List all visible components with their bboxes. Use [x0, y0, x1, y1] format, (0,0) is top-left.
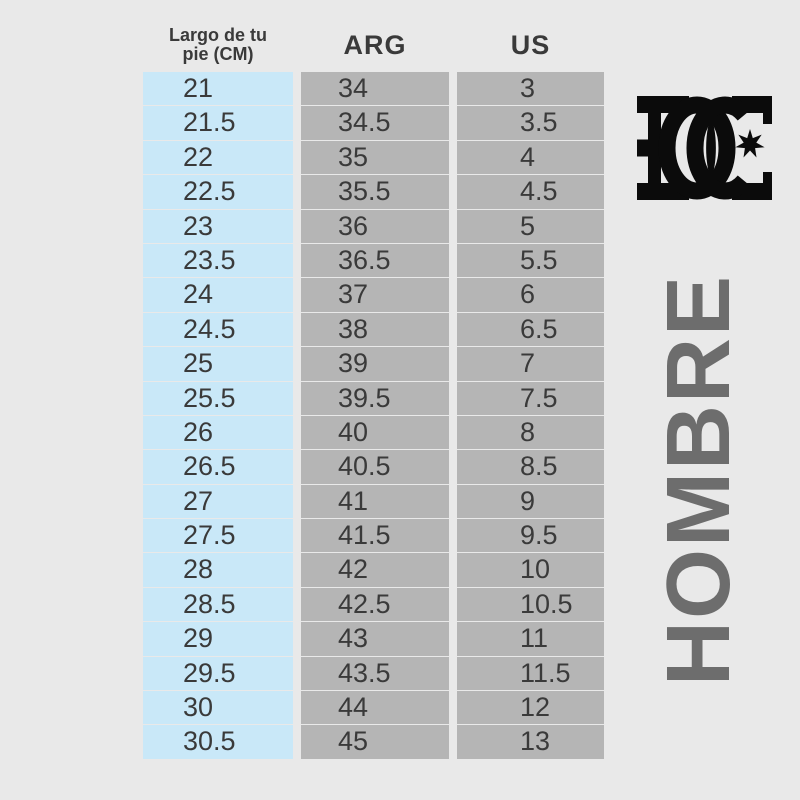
- cm-cell: 24.5: [143, 313, 293, 346]
- us-cell: 3.5: [457, 106, 604, 139]
- table-header: [143, 18, 604, 72]
- us-cell: 11: [457, 622, 604, 655]
- us-cell: 7: [457, 347, 604, 380]
- table-row: [143, 175, 604, 208]
- arg-cell: 43: [301, 622, 449, 655]
- cm-cell: 22.5: [143, 175, 293, 208]
- arg-cell: 43.5: [301, 657, 449, 690]
- table-row: [143, 416, 604, 449]
- table-row: [143, 382, 604, 415]
- cm-cell: 23: [143, 210, 293, 243]
- table-row: [143, 657, 604, 690]
- us-cell: 3: [457, 72, 604, 105]
- table-row: [143, 725, 604, 758]
- cm-cell: 28.5: [143, 588, 293, 621]
- us-cell: 5: [457, 210, 604, 243]
- arg-cell: 35.5: [301, 175, 449, 208]
- size-table: [143, 18, 604, 760]
- us-cell: 9.5: [457, 519, 604, 552]
- us-cell: 5.5: [457, 244, 604, 277]
- arg-cell: 41.5: [301, 519, 449, 552]
- cm-cell: 25.5: [143, 382, 293, 415]
- us-cell: 8: [457, 416, 604, 449]
- cm-cell: 21.5: [143, 106, 293, 139]
- us-cell: 6.5: [457, 313, 604, 346]
- dc-star-icon: [735, 129, 764, 158]
- arg-cell: 38: [301, 313, 449, 346]
- arg-cell: 35: [301, 141, 449, 174]
- us-cell: 4.5: [457, 175, 604, 208]
- table-row: [143, 588, 604, 621]
- arg-cell: 34: [301, 72, 449, 105]
- arg-cell: 36: [301, 210, 449, 243]
- us-cell: 9: [457, 485, 604, 518]
- us-cell: 7.5: [457, 382, 604, 415]
- table-row: [143, 313, 604, 346]
- arg-cell: 39: [301, 347, 449, 380]
- header-us: US: [510, 29, 551, 60]
- cm-cell: 21: [143, 72, 293, 105]
- cm-cell: 26.5: [143, 450, 293, 483]
- arg-cell: 42.5: [301, 588, 449, 621]
- table-row: [143, 106, 604, 139]
- cm-cell: 24: [143, 278, 293, 311]
- table-row: [143, 347, 604, 380]
- arg-cell: 44: [301, 691, 449, 724]
- header-arg: ARG: [343, 29, 407, 60]
- arg-cell: 34.5: [301, 106, 449, 139]
- table-row: [143, 622, 604, 655]
- table-row: [143, 519, 604, 552]
- arg-cell: 39.5: [301, 382, 449, 415]
- table-row: [143, 691, 604, 724]
- us-cell: 12: [457, 691, 604, 724]
- cm-cell: 30: [143, 691, 293, 724]
- arg-cell: 41: [301, 485, 449, 518]
- table-row: [143, 72, 604, 105]
- table-row: [143, 553, 604, 586]
- table-row: [143, 450, 604, 483]
- cm-cell: 23.5: [143, 244, 293, 277]
- header-foot-length: [143, 18, 293, 72]
- us-cell: 4: [457, 141, 604, 174]
- table-row: [143, 244, 604, 277]
- cm-cell: 29.5: [143, 657, 293, 690]
- table-row: [143, 210, 604, 243]
- us-cell: 6: [457, 278, 604, 311]
- us-cell: 10.5: [457, 588, 604, 621]
- cm-cell: 22: [143, 141, 293, 174]
- arg-cell: 45: [301, 725, 449, 758]
- us-cell: 10: [457, 553, 604, 586]
- cm-cell: 30.5: [143, 725, 293, 758]
- table-body: [143, 72, 604, 759]
- arg-cell: 40.5: [301, 450, 449, 483]
- header-foot-length-line1: Largo de tu: [169, 25, 267, 45]
- category-label-vertical: HOMBRE: [649, 274, 749, 686]
- table-row: [143, 278, 604, 311]
- cm-cell: 26: [143, 416, 293, 449]
- cm-cell: 29: [143, 622, 293, 655]
- arg-cell: 36.5: [301, 244, 449, 277]
- dc-shoes-logo: [637, 96, 772, 200]
- arg-cell: 37: [301, 278, 449, 311]
- us-cell: 13: [457, 725, 604, 758]
- table-row: [143, 485, 604, 518]
- arg-cell: 42: [301, 553, 449, 586]
- cm-cell: 25: [143, 347, 293, 380]
- us-cell: 8.5: [457, 450, 604, 483]
- us-cell: 11.5: [457, 657, 604, 690]
- cm-cell: 28: [143, 553, 293, 586]
- table-row: [143, 141, 604, 174]
- header-foot-length-line2: pie (CM): [182, 44, 254, 64]
- cm-cell: 27: [143, 485, 293, 518]
- arg-cell: 40: [301, 416, 449, 449]
- cm-cell: 27.5: [143, 519, 293, 552]
